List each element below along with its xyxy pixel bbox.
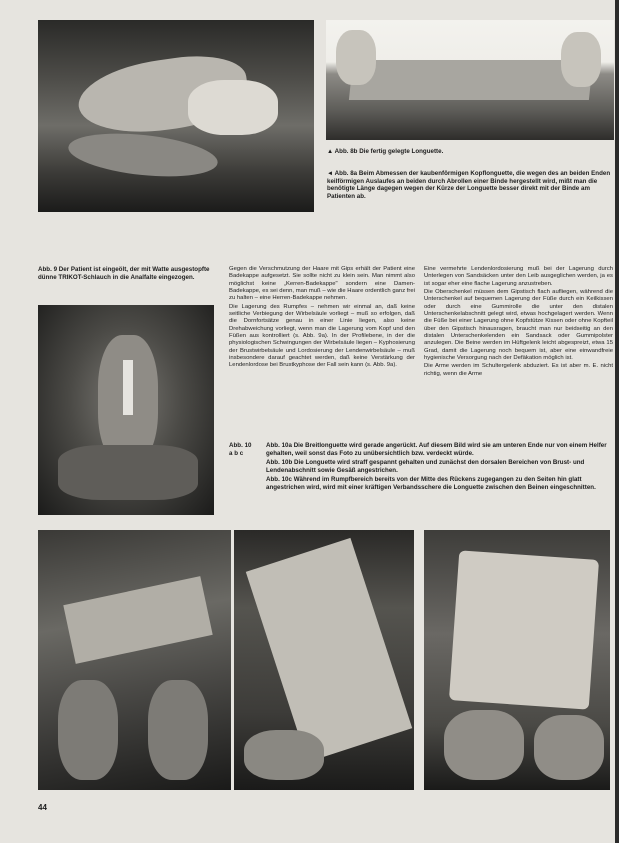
- caption-abb10-label: Abb. 10 a b c: [229, 442, 252, 457]
- photo-longuette-hands: [326, 20, 614, 140]
- caption-abb10c: Abb. 10c Während im Rumpfbereich bereits von der Mitte des Rückens zugegangen zu den Seiten hin glatt angestrichen wird, wird mit einer kräftigen Verbandsschere die Longuette zwischen den Beinen eingeschnitten.: [266, 476, 596, 491]
- body-column-3: [424, 266, 613, 379]
- caption-abb9: [38, 266, 213, 281]
- caption-abb10b: Abb. 10b Die Longuette wird straff gespannt gehalten und zunächst den dorsalen Bereichen von Brust- und Lendenabschnitt sowie Gesäß angestrichen.: [266, 459, 585, 474]
- caption-abb9-label: Abb. 9: [38, 266, 58, 273]
- caption-abb9-text: Der Patient ist eingeölt, der mit Watte ausgestopfte dünne TRIKOT-Schlauch in die Analfalte eingezogen.: [38, 266, 210, 281]
- col2-paragraph-2: Die Lagerung des Rumpfes – nehmen wir einmal an, daß keine seitliche Verbiegung der Wirbelsäule vorliegt – muß so erfolgen, daß die Dornfortsätze genau in einer Linie liegen, also keine Drehabweichung vorliegt, wenn man die Lagerung vom Kopf und den Füßen aus kontrolliert (s. Abb. 9a). In der Profilebene, in der die physiologischen Schwingungen der Wirbelsäule liegen – Kyphosierung der Brustwirbelsäule und Lordosierung der Lendenwirbelsäule – muß insbesondere darauf geachtet werden, daß keine Verstärkung der Lendenlordose bei Brustkyphose der Fall sein kann (s. Abb. 9a).: [229, 303, 415, 369]
- body-column-2: [229, 266, 415, 371]
- photo-patient-prone: [38, 20, 314, 212]
- caption-abb8b: ▲ Abb. 8b Die fertig gelegte Longuette.: [327, 148, 444, 155]
- caption-abb8a: ◄ Abb. 8a Beim Abmessen der kaubenförmigen Kopflonguette, die wegen des an beiden Enden keilförmigen Auslaufes an beiden durch Abrollen einer Binde hergestellt wird, mißt man die benötigte Länge dagegen wegen der Kürze der Longuette besser direkt mit der Binde am Patienten ab.: [327, 170, 611, 200]
- col3-paragraph-1: Eine vermehrte Lendenlordosierung muß bei der Lagerung durch Unterlegen von Sandsäcken unter den Leib ausgeglichen werden, ja es ist sogar eher eine flache Lagerung anzustreben.: [424, 266, 613, 287]
- photo-patient-chair: [38, 305, 214, 515]
- page-edge-shadow: [615, 0, 619, 843]
- caption-abb10a: Abb. 10a Die Breitlonguette wird gerade angerückt. Auf diesem Bild wird sie am unteren Ende nur von einem Helfer gehalten, weil sonst das Foto zu unübersichtlich bzw. verdeckt würde.: [266, 442, 607, 457]
- col3-paragraph-2: Die Oberschenkel müssen dem Gipstisch flach aufliegen, während die Unterschenkel auf bequemen Lagerung der Füße durch ein Keilkissen oder durch eine Gummirolle die unter den distalen Unterschenkelabschnitt gelegt wird, etwas hochgelagert werden. Wenn die Füße bei einer Lagerung ohne Kopfstütze Kissen oder ohne Kopfteil über den Gipstisch hinausragen, braucht man nur beidseitig an den distalen Unterschenkelenden ein Sandsack oder Gummipolster anzulegen. Die Beine werden im Hüftgelenk leicht abgespreizt, etwa 15 Grad, damit die Lagerung noch bequem ist, aber eine einwandfreie hygienische Versorgung nach der Defäkation möglich ist.: [424, 289, 613, 362]
- col2-paragraph-1: Gegen die Verschmutzung der Haare mit Gips erhält der Patient eine Badekappe aufgesetzt. Sie sollte nicht zu klein sein. Man nimmt also möglichst keine „Kerren-Badekappe" sondern eine Damen-Badekappe, es sei denn, man muß – wie die Haare ordentlich ganz frei zu halten – eine Herren-Badekappe nehmen.: [229, 266, 416, 302]
- photo-abb10b: [234, 530, 414, 790]
- page-number: 44: [38, 803, 47, 812]
- caption-abb10-block: [266, 442, 614, 492]
- photo-abb10a: [38, 530, 231, 790]
- col3-paragraph-3: Die Arme werden im Schultergelenk abduziert. Es ist aber m. E. nicht richtig, wenn die Arme: [424, 363, 613, 377]
- photo-abb10c: [424, 530, 610, 790]
